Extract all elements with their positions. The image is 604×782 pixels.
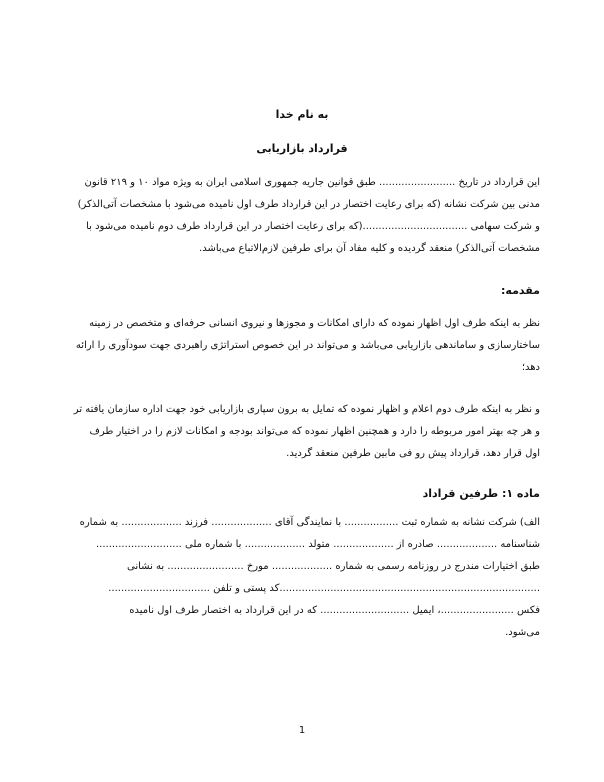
- preamble-line: ساختارسازی و ساماندهی بازاریابی می‌باشد و می‌تواند در این خصوص استراتژی راهبردی جهت سودآوری را ارائه: [75, 340, 540, 351]
- intro-line: و شرکت سهامی .................................(که برای رعایت اختصار در این قرارداد طرف دوم نامیده می‌شود با: [86, 221, 540, 232]
- article1-party-a: [64, 512, 540, 644]
- preamble-line: و نظر به اینکه طرف دوم اعلام و اظهار نموده که تمایل به برون سپاری بازاریابی خود جهت اداره سازمان یافته تر: [73, 404, 540, 415]
- page-number: 1: [298, 725, 306, 736]
- preamble-line: دهد؛: [521, 362, 540, 373]
- intro-line: این قرارداد در تاریخ ........................ طبق قوانین جاریه جمهوری اسلامی ایران به ویژه مواد ۱۰ و ۲۱۹ قانون: [84, 177, 540, 188]
- preamble-line: و هر چه بهتر امور مربوطه را دارد و همچنین اظهار نموده که می‌تواند بودجه و امکانات لازم را در اختیار طرف: [89, 426, 540, 437]
- article1-line: می‌شود.: [505, 627, 540, 638]
- document-title: قرارداد بازاریابی: [256, 142, 348, 155]
- article1-line: الف) شرکت نشانه به شماره ثبت ................. با نمایندگی آقای ................... فرزند ................... به شماره: [79, 517, 540, 528]
- article1-line: طبق اختیارات مندرج در روزنامه رسمی به شماره ................... مورخ ........................ به نشانی: [127, 561, 540, 572]
- intro-line: مدنی بین شرکت نشانه (که برای رعایت اختصار در این قرارداد طرف اول نامیده می‌شود با مشخصات آتی‌الذکر): [77, 199, 540, 210]
- article1-line: ..................................................................................کد پستی و تلفن ................................: [108, 583, 540, 594]
- article1-line: شناسنامه ................... صادره از ................... متولد ................... با شماره ملی ...........................: [95, 539, 540, 550]
- bismillah-heading: به نام خدا: [275, 108, 329, 121]
- article1-line: فکس .......................، ایمیل ............................ که در این قرارداد به اختصار طرف اول نامیده: [129, 605, 540, 616]
- preamble-paragraph-2: [64, 399, 540, 465]
- article1-heading: ماده ۱: طرفین قراداد: [422, 487, 540, 500]
- intro-paragraph: [64, 172, 540, 260]
- intro-line: مشخصات آتی‌الذکر) منعقد گردیده و کلیه مفاد آن برای طرفین لازم‌الاتباع می‌باشد.: [199, 243, 540, 254]
- preamble-paragraph-1: [64, 313, 540, 379]
- preamble-line: اول قرار دهد، قرارداد پیش رو فی مابین طرفین منعقد گردید.: [286, 448, 540, 459]
- preamble-line: نظر به اینکه طرف اول اظهار نموده که دارای امکانات و مجوزها و نیروی انسانی حرفه‌ای و متخصص در زمینه: [89, 318, 540, 329]
- preamble-heading: مقدمه:: [501, 284, 540, 297]
